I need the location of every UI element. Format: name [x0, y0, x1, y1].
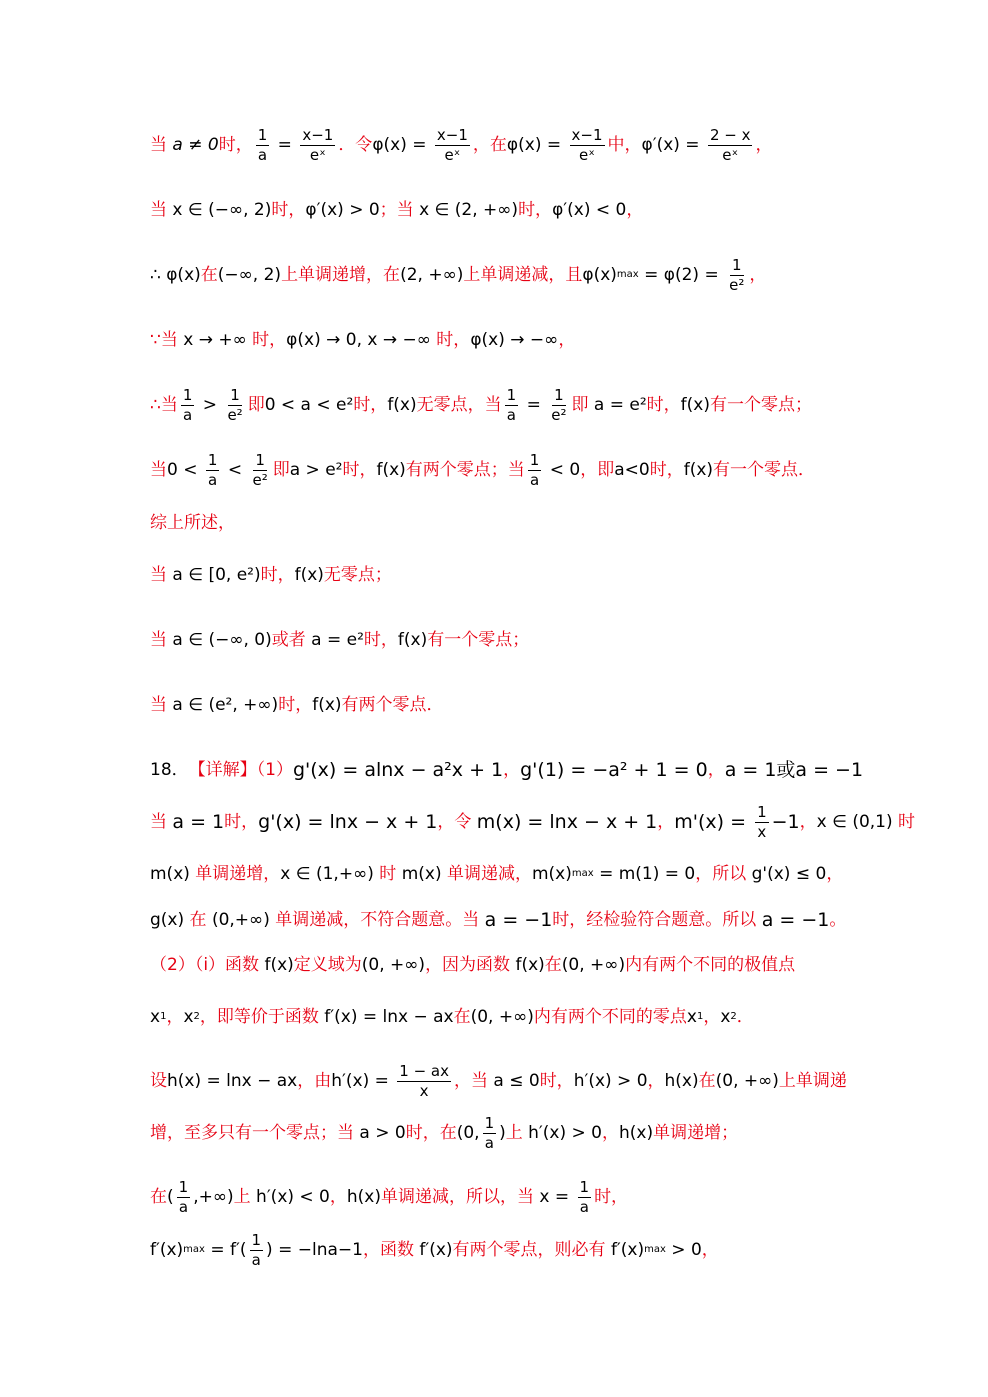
text-run: ，在 — [472, 134, 507, 155]
math-run: x = — [539, 1186, 575, 1207]
fraction-denominator: a — [183, 405, 193, 424]
fraction — [177, 1177, 191, 1216]
math-run: x → +∞ — [183, 329, 247, 350]
text-line — [150, 498, 948, 548]
text-line: ∴ φ(x) 在 (−∞, 2) 上单调递增，在 (2, +∞) 上单调递减，且 φ(x) max = φ(2) = $\frac{1}{\text{e²}}$ ， — [150, 255, 767, 294]
text-line: x 1 ， x 2 ，即等价于函数 f′(x) = lnx − ax 在 (0, +∞) 内有两个不同的零点 x 1 ， x 2 ． — [150, 1006, 754, 1027]
text-run: 当 — [150, 199, 173, 220]
math-run: h(x) — [346, 1186, 381, 1207]
text-run: 时 — [892, 811, 916, 832]
math-run: = — [272, 134, 298, 155]
text-run: 当 — [150, 694, 173, 715]
text-line — [150, 680, 948, 730]
text-run: ， — [601, 1122, 619, 1143]
math-run: φ(x) = — [506, 134, 567, 155]
math-run: φ(x) → −∞ — [470, 329, 559, 350]
math-run: a = −1 — [761, 908, 830, 931]
text-line — [150, 797, 948, 847]
fraction-numerator: 1 — [506, 385, 517, 404]
text-run: 当 — [150, 811, 173, 832]
math-run: h′(x) < 0 — [256, 1186, 330, 1207]
text-run: 在 — [544, 954, 562, 975]
math-run: = m(1) = 0 — [593, 863, 696, 884]
math-run: x — [183, 1006, 194, 1027]
text-run: 定义域为 — [293, 954, 362, 975]
math-run: f′(x) — [150, 1239, 184, 1260]
text-line: m(x) 单调递增， x ∈ (1,+∞) 时 m(x) 单调递减， m(x) max = m(1) = 0 ，所以 g'(x) ≤ 0 ， — [150, 863, 844, 884]
fraction-denominator: a — [529, 470, 540, 489]
text-run: 有两个零点． — [341, 694, 444, 715]
math-run: = φ(2) = — [638, 264, 725, 285]
text-run: ，由 — [297, 1070, 332, 1091]
math-run: −1 — [771, 810, 800, 833]
fraction — [250, 1230, 264, 1269]
math-run: (−∞, 2) — [217, 264, 282, 285]
math-run: h′(x) = — [331, 1070, 395, 1091]
math-run: φ′(x) > 0 — [305, 199, 380, 220]
math-run: h(x) — [618, 1122, 654, 1143]
math-run: ∴ φ(x) — [150, 264, 201, 285]
text-line — [150, 1172, 948, 1222]
text-run: 当 — [150, 134, 173, 155]
text-run: 有一个零点； — [709, 394, 812, 415]
math-run: > — [197, 394, 223, 415]
fraction-denominator: a — [178, 1197, 189, 1216]
math-run: (0, +∞) — [715, 1070, 779, 1091]
math-run: x ∈ (1,+∞) — [280, 863, 374, 884]
text-run: 【详解】（1） — [188, 759, 293, 780]
fraction — [300, 125, 335, 164]
math-run: g'(x) ≤ 0 — [751, 863, 827, 884]
text-run: 单调递减， — [441, 863, 532, 884]
text-run: 上 — [233, 1186, 257, 1207]
math-run: f(x) — [397, 629, 428, 650]
fraction-numerator: 1 — [554, 385, 564, 404]
fraction-denominator: eˣ — [444, 145, 461, 164]
text-line — [150, 315, 948, 365]
text-run: 在 — [453, 1006, 471, 1027]
math-run: a ∈ (−∞, 0) — [172, 629, 272, 650]
fraction-numerator: 1 — [257, 125, 268, 144]
text-run: ， — [703, 1006, 721, 1027]
text-run: 时， — [246, 329, 287, 350]
math-run: a = −1 — [484, 908, 553, 931]
math-run: f(x) — [264, 954, 294, 975]
text-run: 时， — [260, 564, 295, 585]
fraction — [206, 450, 220, 489]
text-run: 综上所述， — [150, 512, 235, 533]
text-run: 。 — [829, 909, 847, 930]
fraction-numerator: 1 — [251, 1230, 262, 1249]
math-run: f(x) — [294, 564, 324, 585]
fraction-numerator: 1 − ax — [399, 1061, 449, 1080]
text-run: 时， — [278, 694, 313, 715]
math-run: m(x) — [150, 863, 190, 884]
math-run: 18． — [150, 759, 189, 780]
text-run: 时，在 — [405, 1122, 457, 1143]
math-run: φ(x) = — [372, 134, 432, 155]
text-run: ， — [749, 264, 767, 285]
text-run: 无零点； — [323, 564, 392, 585]
math-run: f(x) — [312, 694, 342, 715]
text-run: 即 — [247, 394, 265, 415]
text-run: ， — [647, 1070, 665, 1091]
text-line — [150, 120, 948, 170]
fraction — [528, 450, 542, 489]
math-run: g'(1) = −a² + 1 = 0 — [520, 758, 708, 781]
text-run: 设 — [150, 1070, 167, 1091]
math-run: a > e² — [289, 459, 343, 480]
text-run: 有一个零点； — [427, 629, 530, 650]
math-run: a = 1 — [172, 810, 225, 833]
text-line — [150, 445, 948, 495]
math-run: ) = −lna−1 — [266, 1239, 363, 1260]
fraction — [225, 385, 244, 424]
fraction-numerator: 1 — [579, 1177, 590, 1196]
fraction-denominator: a — [579, 1197, 589, 1216]
math-run: (0, +∞) — [561, 954, 626, 975]
fraction-numerator: x−1 — [436, 125, 468, 144]
math-run: > 0 — [665, 1239, 702, 1260]
math-run: x — [150, 1006, 161, 1027]
math-run: m(x) — [401, 863, 442, 884]
math-run: (0, +∞) — [361, 954, 426, 975]
fraction — [549, 385, 568, 424]
text-run: 当 — [150, 459, 167, 480]
text-line — [150, 380, 948, 430]
fraction-denominator: a — [208, 470, 218, 489]
fraction-denominator: a — [484, 1133, 494, 1152]
text-line: f′(x) max = f′( $\frac{1}{a}$ ) = −lna−1 ，函数 f′(x) 有两个零点，则必有 f′(x) max > 0 ， — [150, 1230, 719, 1269]
fraction-numerator: x−1 — [571, 125, 603, 144]
text-run: 在 — [184, 909, 212, 930]
text-run: ， — [558, 329, 576, 350]
text-run: 时，经检验符合题意。所以 — [552, 909, 762, 930]
math-run: 0 < a < e² — [264, 394, 354, 415]
text-run: 上单调递 — [778, 1070, 847, 1091]
text-run: ，令 — [437, 811, 477, 832]
math-run: < 0 — [544, 459, 581, 480]
text-run: 时， — [649, 459, 684, 480]
math-run: h′(x) > 0 — [573, 1070, 648, 1091]
math-run: m'(x) = — [674, 810, 753, 833]
math-run: f(x) — [515, 954, 545, 975]
math-run: a = e² — [593, 394, 647, 415]
math-run: h′(x) > 0 — [528, 1122, 602, 1143]
math-run: h(x) — [664, 1070, 699, 1091]
text-run: ， — [707, 759, 725, 780]
math-run: (0,+∞) — [211, 909, 270, 930]
text-run: ， — [826, 863, 844, 884]
text-run: 时 — [373, 863, 402, 884]
text-run: ， — [166, 1006, 184, 1027]
math-run: f(x) — [387, 394, 417, 415]
text-run: 在 — [150, 1186, 167, 1207]
math-run: (2, +∞) — [400, 264, 464, 285]
text-run: 上单调递增，在 — [281, 264, 401, 285]
math-run: a<0 — [614, 459, 650, 480]
math-run: (0, +∞) — [470, 1006, 534, 1027]
fraction-denominator: e² — [252, 470, 268, 489]
math-run: 0 < — [167, 459, 203, 480]
math-run: a = 1或a = −1 — [724, 758, 864, 781]
fraction-numerator: 2 − x — [709, 125, 751, 144]
fraction-denominator: a — [257, 145, 268, 164]
text-run: 增，至多只有一个零点；当 — [150, 1122, 360, 1143]
text-run: 时， — [646, 394, 681, 415]
math-run: f′(x) — [610, 1239, 645, 1260]
text-run: ， — [701, 1239, 719, 1260]
math-run: g'(x) = lnx − x + 1 — [258, 810, 438, 833]
text-run: 时， — [224, 811, 259, 832]
fraction-numerator: 1 — [731, 255, 742, 274]
text-run: 内有两个不同的零点 — [533, 1006, 687, 1027]
fraction-denominator: x — [419, 1081, 429, 1100]
text-run: 无零点，当 — [416, 394, 502, 415]
fraction — [397, 1061, 451, 1100]
text-run: ． — [736, 1006, 754, 1027]
text-run: 时， — [430, 329, 471, 350]
math-run: = — [521, 394, 547, 415]
text-run: ，函数 — [362, 1239, 420, 1260]
text-run: ，所以 — [695, 863, 752, 884]
math-run: ,+∞) — [193, 1186, 234, 1207]
text-run: ，因为函数 — [425, 954, 516, 975]
fraction — [578, 1177, 592, 1216]
fraction-denominator: x — [757, 822, 767, 841]
fraction — [505, 385, 519, 424]
fraction-numerator: 1 — [484, 1113, 495, 1132]
text-run: 时， — [271, 199, 306, 220]
text-run: 在 — [698, 1070, 716, 1091]
text-run: 有两个零点；当 — [405, 459, 525, 480]
fraction-denominator: eˣ — [309, 145, 326, 164]
text-line — [150, 895, 948, 945]
math-run: φ(x) — [582, 264, 617, 285]
math-run: (0, — [456, 1122, 480, 1143]
text-line — [150, 550, 948, 600]
fraction-numerator: 1 — [230, 385, 240, 404]
text-run: 当 — [150, 564, 173, 585]
fraction-numerator: x−1 — [302, 125, 334, 144]
text-line — [150, 1108, 948, 1158]
text-run: 或者 — [271, 629, 312, 650]
math-run: f(x) — [683, 459, 714, 480]
math-run: = f′( — [204, 1239, 247, 1260]
math-run: a = e² — [311, 629, 364, 650]
fraction-denominator: eˣ — [722, 145, 739, 164]
text-run: ， — [503, 759, 521, 780]
text-run: ．令 — [338, 134, 373, 155]
math-run: a ≠ 0 — [172, 134, 219, 155]
text-run: 单调递减，所以，当 — [380, 1186, 540, 1207]
fraction-denominator: eˣ — [579, 145, 595, 164]
math-run: h(x) = lnx − ax — [167, 1070, 298, 1091]
text-run: 即 — [571, 394, 594, 415]
text-run: ，当 — [453, 1070, 494, 1091]
math-run: x ∈ (−∞, 2) — [172, 199, 272, 220]
fraction — [570, 125, 605, 164]
fraction-numerator: 1 — [207, 450, 218, 469]
text-run: ， — [657, 811, 675, 832]
text-run: ∵当 — [150, 329, 184, 350]
text-run: 上单调递减，且 — [463, 264, 583, 285]
text-run: 时， — [539, 1070, 574, 1091]
fraction — [250, 450, 269, 489]
fraction — [708, 125, 753, 164]
math-run: < — [222, 459, 248, 480]
text-run: 时， — [363, 629, 398, 650]
text-run: 时， — [518, 199, 553, 220]
text-run: 即 — [272, 459, 290, 480]
text-run: ，即 — [580, 459, 615, 480]
text-run: 上 — [505, 1122, 529, 1143]
math-run: a ≤ 0 — [493, 1070, 540, 1091]
text-line — [150, 1056, 948, 1106]
text-run: 时， — [594, 1186, 629, 1207]
text-line — [150, 615, 948, 665]
math-run: f(x) — [680, 394, 710, 415]
fraction-denominator: a — [506, 405, 516, 424]
math-run: f′(x) = lnx − ax — [324, 1006, 454, 1027]
text-run: 时， — [218, 134, 253, 155]
text-run: 时， — [353, 394, 388, 415]
math-run: ) — [499, 1122, 506, 1143]
fraction — [483, 1113, 497, 1152]
math-run: x ∈ (0,1) — [816, 811, 893, 832]
fraction-numerator: 1 — [182, 385, 193, 404]
text-run: ，即等价于函数 — [199, 1006, 325, 1027]
fraction-denominator: e² — [551, 405, 567, 424]
fraction-denominator: e² — [729, 275, 745, 294]
math-run: g'(x) = alnx − a²x + 1 — [292, 758, 504, 781]
fraction — [755, 802, 769, 841]
fraction-numerator: 1 — [529, 450, 540, 469]
math-run: f(x) — [376, 459, 406, 480]
text-run: 有一个零点． — [713, 459, 816, 480]
fraction — [256, 125, 270, 164]
text-run: ；当 — [379, 199, 420, 220]
math-run: m(x) = lnx − x + 1 — [476, 810, 658, 833]
fraction-numerator: 1 — [255, 450, 265, 469]
math-run: g(x) — [150, 909, 185, 930]
math-run: f′(x) — [419, 1239, 453, 1260]
text-run: （2）（i）函数 — [150, 954, 265, 975]
text-line — [150, 185, 948, 235]
fraction-denominator: a — [251, 1250, 261, 1269]
text-run: 中， — [607, 134, 642, 155]
math-run: ( — [167, 1186, 174, 1207]
fraction-numerator: 1 — [178, 1177, 189, 1196]
text-run: ， — [626, 199, 644, 220]
fraction — [727, 255, 746, 294]
text-run: 单调递增； — [653, 1122, 739, 1143]
text-run: 在 — [200, 264, 218, 285]
math-run: φ(x) → 0, x → −∞ — [286, 329, 431, 350]
math-run: a ∈ (e², +∞) — [172, 694, 279, 715]
fraction-numerator: 1 — [757, 802, 767, 821]
math-run: x — [720, 1006, 731, 1027]
text-run: ∴当 — [150, 394, 178, 415]
fraction-denominator: e² — [227, 405, 243, 424]
math-run: a > 0 — [359, 1122, 406, 1143]
fraction — [181, 385, 195, 424]
text-run: 内有两个不同的极值点 — [625, 954, 796, 975]
math-run: x — [686, 1006, 697, 1027]
text-run: 单调递增， — [189, 863, 281, 884]
text-run: 时， — [342, 459, 377, 480]
text-run: 当 — [150, 629, 173, 650]
math-run: x ∈ (2, +∞) — [419, 199, 519, 220]
text-run: ， — [799, 811, 817, 832]
text-run: 有两个零点，则必有 — [452, 1239, 611, 1260]
math-run: φ′(x) = — [641, 134, 705, 155]
text-run: 单调递减，不符合题意。当 — [269, 909, 485, 930]
math-run: φ′(x) < 0 — [552, 199, 627, 220]
math-run: a ∈ [0, e²) — [172, 564, 261, 585]
text-line — [150, 745, 948, 795]
text-run: ， — [329, 1186, 347, 1207]
fraction — [435, 125, 470, 164]
text-line — [150, 940, 948, 990]
math-run: m(x) — [531, 863, 572, 884]
text-run: ， — [755, 134, 773, 155]
